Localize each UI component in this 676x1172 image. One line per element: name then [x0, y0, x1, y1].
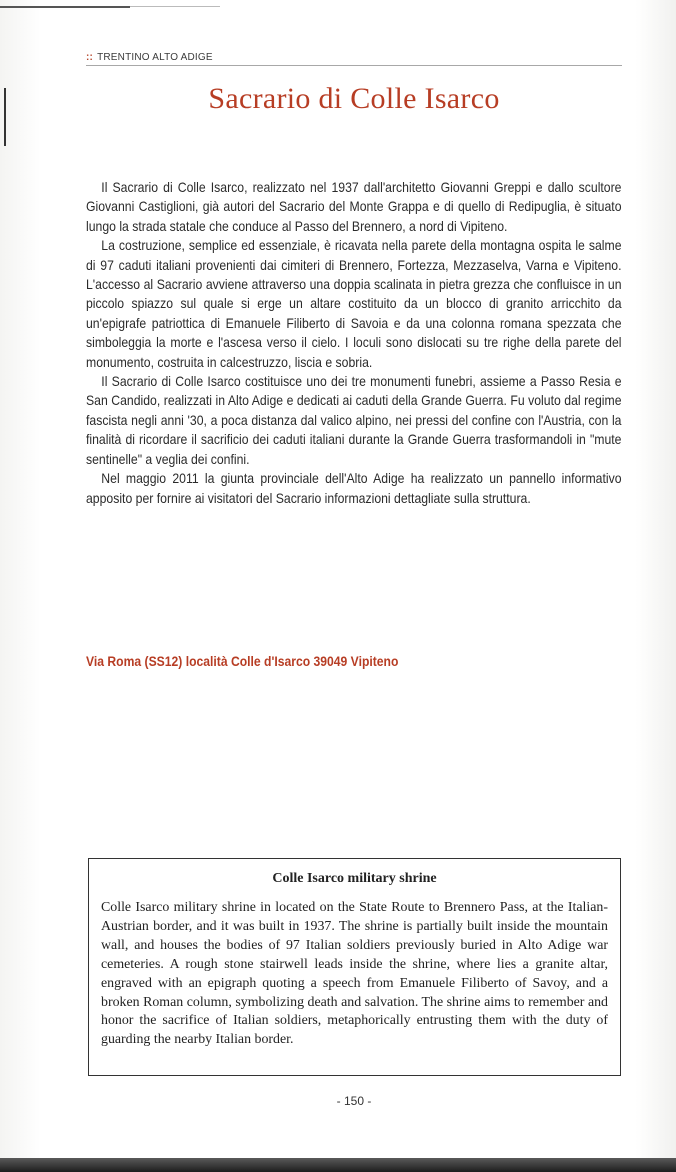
top-edge-stroke-faded [130, 6, 220, 7]
bottom-scan-band [0, 1158, 676, 1172]
paragraph: Il Sacrario di Colle Isarco costituisce uno dei tre monumenti funebri, assieme a Passo Resia e San Candido, realizzati in Alto Adige e dedicati ai caduti della Grande Guerra. Fu voluto dal regime fascista negli anni '30, a poca distanza dal valico alpino, nei pressi del confine con l'Austria, con la finalità di ricordare il sacrificio dei caduti italiani durante la Grande Guerra trasformandoli in "mute sentinelle" a veglia dei confini. [86, 374, 622, 467]
english-summary-text: Colle Isarco military shrine in located on the State Route to Brennero Pass, at the Italian-Austrian border, and it was built in 1937. The shrine is partially built inside the mountain wall, and houses the bodies of 97 Italian soldiers previously buried in Alto Adige war cemeteries. A rough stone stairwell leads inside the shrine, where lies a granite altar, engraved with an epigraph quoting a speech from Emanuele Filiberto of Savoy, and a broken Roman column, symbolizing death and salvation. The shrine aims to remember and honor the sacrifice of Italian soldiers, metaphorically entrusting them with the duty of guarding the nearby Italian border. [101, 900, 608, 1048]
header-rule [86, 65, 622, 66]
paragraph: Nel maggio 2011 la giunta provinciale dell'Alto Adige ha realizzato un pannello informativo apposito per fornire ai visitatori del Sacrario informazioni dettagliate sulla struttura. [86, 471, 622, 506]
english-summary-title: Colle Isarco military shrine [272, 871, 437, 886]
address-line: Via Roma (SS12) località Colle d'Isarco 39049 Vipiteno [86, 654, 399, 669]
english-summary-box [88, 858, 621, 1076]
top-edge-stroke [0, 6, 130, 8]
running-head-marker: :: [86, 52, 94, 63]
page-number: - 150 - [336, 1094, 372, 1108]
paragraph: Il Sacrario di Colle Isarco, realizzato nel 1937 dall'architetto Giovanni Greppi e dallo scultore Giovanni Castiglioni, già autori del Sacrario del Monte Grappa e di quello di Redipuglia, è situato lungo la strada statale che conduce al Passo del Brennero, a nord di Vipiteno. [86, 180, 622, 234]
running-head-text: TRENTINO ALTO ADIGE [97, 52, 213, 63]
paragraph: La costruzione, semplice ed essenziale, è ricavata nella parete della montagna ospita le salme di 97 caduti italiani provenienti dai cimiteri di Brennero, Fortezza, Mezzaselva, Varna e Vipiteno. L'accesso al Sacrario avviene attraverso una doppia scalinata in pietra grezza che confluisce in un piccolo spiazzo sul quale si erge un altare costituito da un blocco di granito arricchito da un'epigrafe patriottica di Emanuele Filiberto di Savoia e da una colonna romana spezzata che simboleggia la morte e l'ascesa verso il cielo. I loculi sono dislocati su tre righe della parete del monumento, costruita in calcestruzzo, liscia e sobria. [86, 238, 622, 370]
body-text [86, 178, 622, 508]
running-head [86, 52, 213, 63]
left-binding-mark [4, 88, 6, 146]
page-title: Sacrario di Colle Isarco [208, 82, 500, 115]
